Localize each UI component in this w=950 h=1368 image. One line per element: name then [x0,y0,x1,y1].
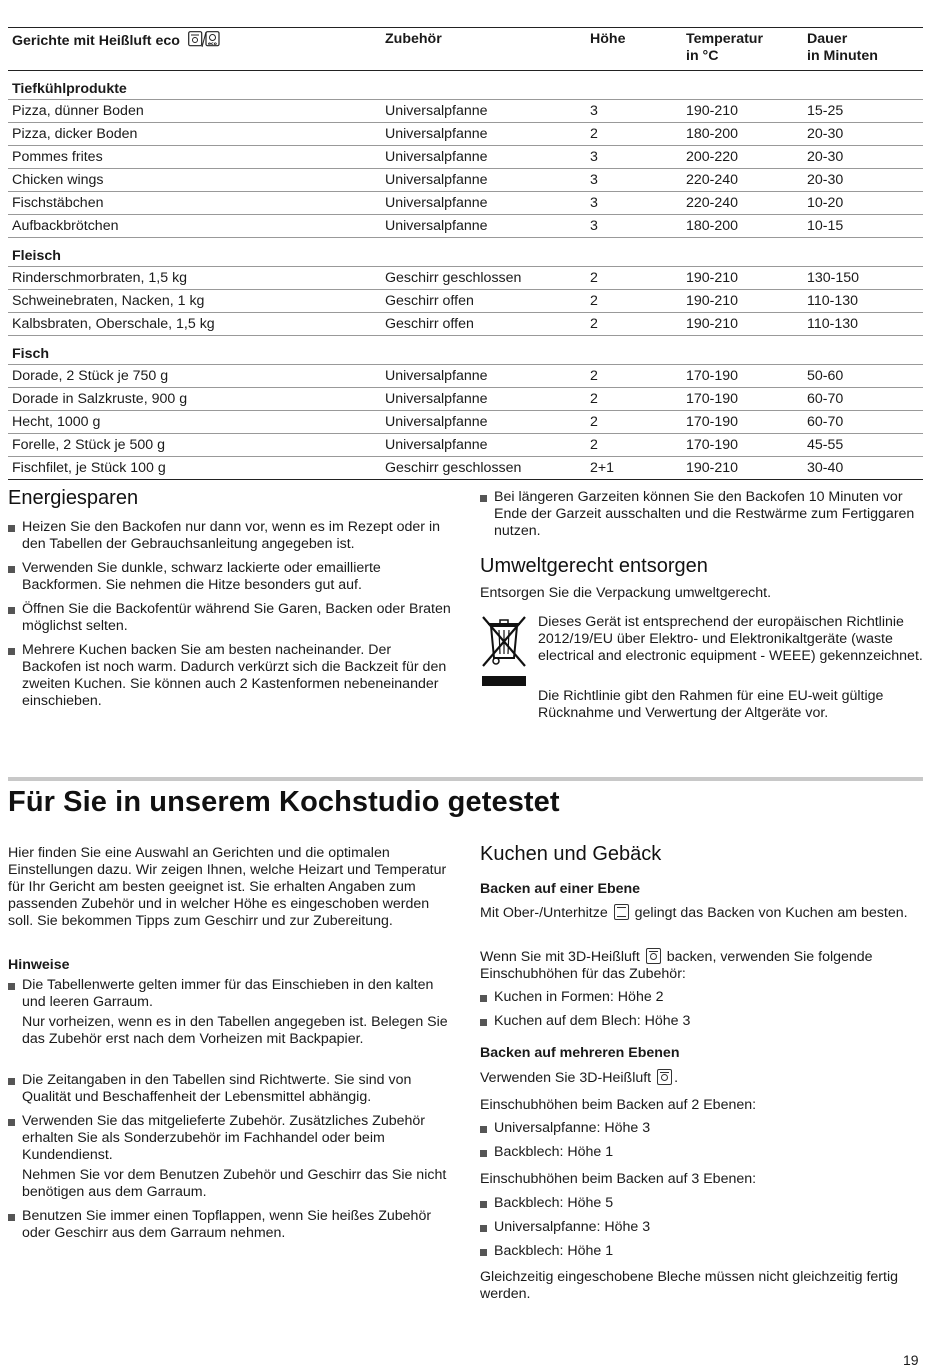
list-item [480,1013,920,1030]
bullet-square [8,1119,15,1126]
period: . [674,1070,679,1086]
bullet-text: Heizen Sie den Backofen nur dann vor, wenn es im Rezept oder in den Tabellen der Gebrauchsanleitung angegeben ist. [22,519,440,552]
bullet-text: Backblech: Höhe 1 [494,1144,614,1160]
table-cell: Pizza, dünner Boden [8,100,381,123]
header-dish-label: Gerichte mit Heißluft eco [12,33,180,49]
table-cell: 3 [586,192,682,215]
table-cell: 110-130 [803,290,923,313]
table-row [8,123,923,146]
page-title: Für Sie in unserem Kochstudio getestet [8,786,560,818]
section-title: Tiefkühlprodukte [8,71,923,100]
table-cell: Universalpfanne [381,123,586,146]
bullet-square [480,1019,487,1026]
table-cell: 170-190 [682,411,803,434]
list-item [8,1072,453,1106]
weee-text: Dieses Gerät ist entsprechend der europäischen Richtlinie 2012/19/EU über Elektro- und Elektronikaltgeräte (waste electrical and electronic equipment - WEEE) gekennzeichnet. [538,614,923,664]
list-item [480,1120,920,1137]
table-cell: Universalpfanne [381,192,586,215]
table-cell: 2 [586,290,682,313]
bullet-text: Benutzen Sie immer einen Topflappen, wenn Sie heißes Zubehör oder Geschirr aus dem Garraum nehmen. [22,1208,432,1241]
table-cell: 10-20 [803,192,923,215]
table-row [8,146,923,169]
crossed-bin-icon [480,614,528,688]
header-dauer-line1: Dauer [807,31,848,47]
header-temperatur [682,28,803,71]
table-cell: 190-210 [682,457,803,480]
bullet-text: Backblech: Höhe 5 [494,1195,614,1211]
ebene-heading: Backen auf einer Ebene [480,881,641,897]
table-cell: Fischstäbchen [8,192,381,215]
table-cell: 3 [586,215,682,238]
header-hoehe: Höhe [590,31,626,47]
list-item [8,519,453,553]
page-number: 19 [903,1352,919,1368]
list-item [480,989,920,1006]
table-cell: Pommes frites [8,146,381,169]
bullet-square [480,1150,487,1157]
weee-text-2: Die Richtlinie gibt den Rahmen für eine EU-weit gültige Rücknahme und Verwertung der Altgeräte vor. [538,688,884,721]
table-cell: 2 [586,388,682,411]
header-dish [8,28,381,71]
hinweis-extra: Nur vorheizen, wenn es in den Tabellen angegeben ist. Belegen Sie das Zubehör erst nach dem Vorheizen mit Backpapier. [22,1014,448,1047]
table-cell: 2 [586,434,682,457]
table-cell: 130-150 [803,267,923,290]
table-cell: Fischfilet, je Stück 100 g [8,457,381,480]
table-body [8,71,923,480]
table-cell: 2 [586,267,682,290]
list-item [480,1144,920,1161]
section-title: Fisch [8,336,923,365]
table-cell: 50-60 [803,365,923,388]
table-cell: 20-30 [803,123,923,146]
table-cell: 15-25 [803,100,923,123]
bullet-text: Universalpfanne: Höhe 3 [494,1219,651,1235]
list-item [480,1219,920,1236]
bullet-square [480,1225,487,1232]
3d-heissluft-icon [657,1069,672,1085]
three-levels-text: Einschubhöhen beim Backen auf 3 Ebenen: [480,1171,757,1187]
table-row [8,411,923,434]
table-row [8,290,923,313]
list-item [8,560,453,594]
bullet-text: Verwenden Sie das mitgelieferte Zubehör. Zusätzliches Zubehör erhalten Sie als Sonderzubehör im Fachhandel oder beim Kundendienst. [22,1113,425,1163]
bullet-square [480,1126,487,1133]
table-cell: 3 [586,146,682,169]
table-cell: 170-190 [682,434,803,457]
table-cell: 2 [586,411,682,434]
table-cell: 2 [586,365,682,388]
table-cell: 180-200 [682,123,803,146]
list-item [480,489,920,540]
table-section-row [8,238,923,267]
bullet-text: Backblech: Höhe 1 [494,1243,614,1259]
table-cell: 200-220 [682,146,803,169]
table-cell: Kalbsbraten, Oberschale, 1,5 kg [8,313,381,336]
bullet-square [8,983,15,990]
bullet-text: Universalpfanne: Höhe 3 [494,1120,651,1136]
table-cell: Aufbackbrötchen [8,215,381,238]
hinweise-heading: Hinweise [8,957,70,973]
table-cell: 2 [586,123,682,146]
table-cell: 190-210 [682,313,803,336]
text-fragment: Mit Ober-/Unterhitze [480,905,608,921]
bullet-text: Mehrere Kuchen backen Sie am besten nacheinander. Der Backofen ist noch warm. Dadurch verkürzt sich die Backzeit für den zweiten Kuchen. Sie können auch 2 Kastenformen nebeneinander einschieben. [22,642,447,709]
table-cell: 170-190 [682,365,803,388]
bullet-square [8,566,15,573]
table-cell: Universalpfanne [381,169,586,192]
list-item [8,642,453,710]
table-cell: Universalpfanne [381,215,586,238]
table-cell: Universalpfanne [381,388,586,411]
table-cell: 2 [586,313,682,336]
bullet-text: Öffnen Sie die Backofentür während Sie Garen, Backen oder Braten möglichst selten. [22,601,451,634]
section-divider [8,777,923,781]
bullet-text: Die Zeitangaben in den Tabellen sind Richtwerte. Sie sind von Qualität und Beschaffenheit der Lebensmittel abhängig. [22,1072,412,1105]
table-cell: Rinderschmorbraten, 1,5 kg [8,267,381,290]
table-cell: Geschirr offen [381,290,586,313]
table-row [8,365,923,388]
kochstudio-intro: Hier finden Sie eine Auswahl an Gerichten und die optimalen Einstellungen dazu. Wir zeigen Ihnen, welche Heizart und Temperatur für Ihr Gericht am besten geeignet ist. Sie erhalten Angaben zum passenden Zubehör und in welcher Höhe es eingeschoben werden soll. Sie bekommen Tipps zum Geschirr und zur Zubereitung. [8,845,447,929]
table-cell: 20-30 [803,169,923,192]
table-cell: 3 [586,100,682,123]
table-row [8,169,923,192]
table-cell: 170-190 [682,388,803,411]
bullet-square [480,995,487,1002]
list-item [8,977,453,1011]
table-cell: Dorade, 2 Stück je 750 g [8,365,381,388]
table-row [8,313,923,336]
table-section-row [8,336,923,365]
text-fragment: gelingt das Backen von Kuchen am besten. [634,905,908,921]
text-fragment: Wenn Sie mit 3D-Heißluft [480,949,640,965]
table-cell: 190-210 [682,100,803,123]
table-cell: Dorade in Salzkruste, 900 g [8,388,381,411]
table-cell: Universalpfanne [381,365,586,388]
bullet-text: Kuchen in Formen: Höhe 2 [494,989,664,1005]
bullet-square [8,607,15,614]
bullet-square [480,1249,487,1256]
bullet-text: Kuchen auf dem Blech: Höhe 3 [494,1013,691,1029]
bullet-square [8,525,15,532]
hinweis-extra: Nehmen Sie vor dem Benutzen Zubehör und Geschirr das Sie nicht benötigen aus dem Garraum. [22,1167,447,1200]
table-row [8,100,923,123]
ober-unterhitze-icon [614,904,629,920]
table-cell: Schweinebraten, Nacken, 1 kg [8,290,381,313]
umwelt-heading: Umweltgerecht entsorgen [480,555,708,577]
table-cell: 2+1 [586,457,682,480]
table-cell: Geschirr geschlossen [381,457,586,480]
table-cell: Geschirr geschlossen [381,267,586,290]
table-cell: Universalpfanne [381,146,586,169]
table-cell: 20-30 [803,146,923,169]
list-item [480,1195,920,1212]
text-fragment: Verwenden Sie 3D-Heißluft [480,1070,652,1086]
kuchen-heading: Kuchen und Gebäck [480,843,662,865]
text-fragment: backen, verwenden Sie folgende Einschubhöhen für das Zubehör: [480,949,873,982]
header-temp-line2: in °C [686,48,719,64]
mehrere-heading: Backen auf mehreren Ebenen [480,1045,680,1061]
table-cell: Universalpfanne [381,100,586,123]
bullet-square [8,648,15,655]
table-cell: 3 [586,169,682,192]
table-row [8,215,923,238]
closing-text: Gleichzeitig eingeschobene Bleche müssen nicht gleichzeitig fertig werden. [480,1269,898,1302]
bullet-text: Bei längeren Garzeiten können Sie den Backofen 10 Minuten vor Ende der Garzeit ausschalten und die Restwärme zum Fertiggaren nutzen. [494,489,915,539]
table-cell: 190-210 [682,267,803,290]
table-cell: 30-40 [803,457,923,480]
list-item [480,1243,920,1260]
list-item [8,1113,453,1164]
table-cell: 180-200 [682,215,803,238]
list-item [8,601,453,635]
cooking-table [8,27,923,480]
table-section-row [8,71,923,100]
table-header-row [8,28,923,71]
umwelt-intro: Entsorgen Sie die Verpackung umweltgerecht. [480,585,772,601]
two-levels-text: Einschubhöhen beim Backen auf 2 Ebenen: [480,1097,757,1113]
table-cell: Universalpfanne [381,434,586,457]
bullet-square [480,1201,487,1208]
svg-text:eco: eco [207,42,217,47]
3d-heissluft-icon [646,948,661,964]
header-dauer-line2: in Minuten [807,48,878,64]
header-zubehoer: Zubehör [385,31,442,47]
section-title: Fleisch [8,238,923,267]
heissluft-eco-icon [188,31,220,48]
table-row [8,434,923,457]
table-cell: Forelle, 2 Stück je 500 g [8,434,381,457]
table-cell: 60-70 [803,388,923,411]
bullet-square [8,1214,15,1221]
energiesparen-heading: Energiesparen [8,487,139,509]
table-cell: Universalpfanne [381,411,586,434]
bullet-square [480,495,487,502]
header-temp-line1: Temperatur [686,31,763,47]
table-cell: 60-70 [803,411,923,434]
bullet-text: Die Tabellenwerte gelten immer für das Einschieben in den kalten und leeren Garraum. [22,977,434,1010]
ober-unterhitze-text [480,904,920,922]
table-row [8,192,923,215]
list-item [8,1208,453,1242]
bullet-text: Verwenden Sie dunkle, schwarz lackierte oder emaillierte Backformen. Sie nehmen die Hitze besonders gut auf. [22,560,381,593]
table-cell: Hecht, 1000 g [8,411,381,434]
bullet-square [8,1078,15,1085]
table-cell: 45-55 [803,434,923,457]
table-cell: 220-240 [682,169,803,192]
heissluft-text [480,948,920,983]
table-cell: 190-210 [682,290,803,313]
table-cell: Geschirr offen [381,313,586,336]
table-cell: 220-240 [682,192,803,215]
table-row [8,388,923,411]
table-cell: 10-15 [803,215,923,238]
header-dauer [803,28,923,71]
table-cell: 110-130 [803,313,923,336]
table-cell: Pizza, dicker Boden [8,123,381,146]
table-row [8,267,923,290]
table-cell: Chicken wings [8,169,381,192]
mehrere-text [480,1069,920,1087]
table-row [8,457,923,480]
